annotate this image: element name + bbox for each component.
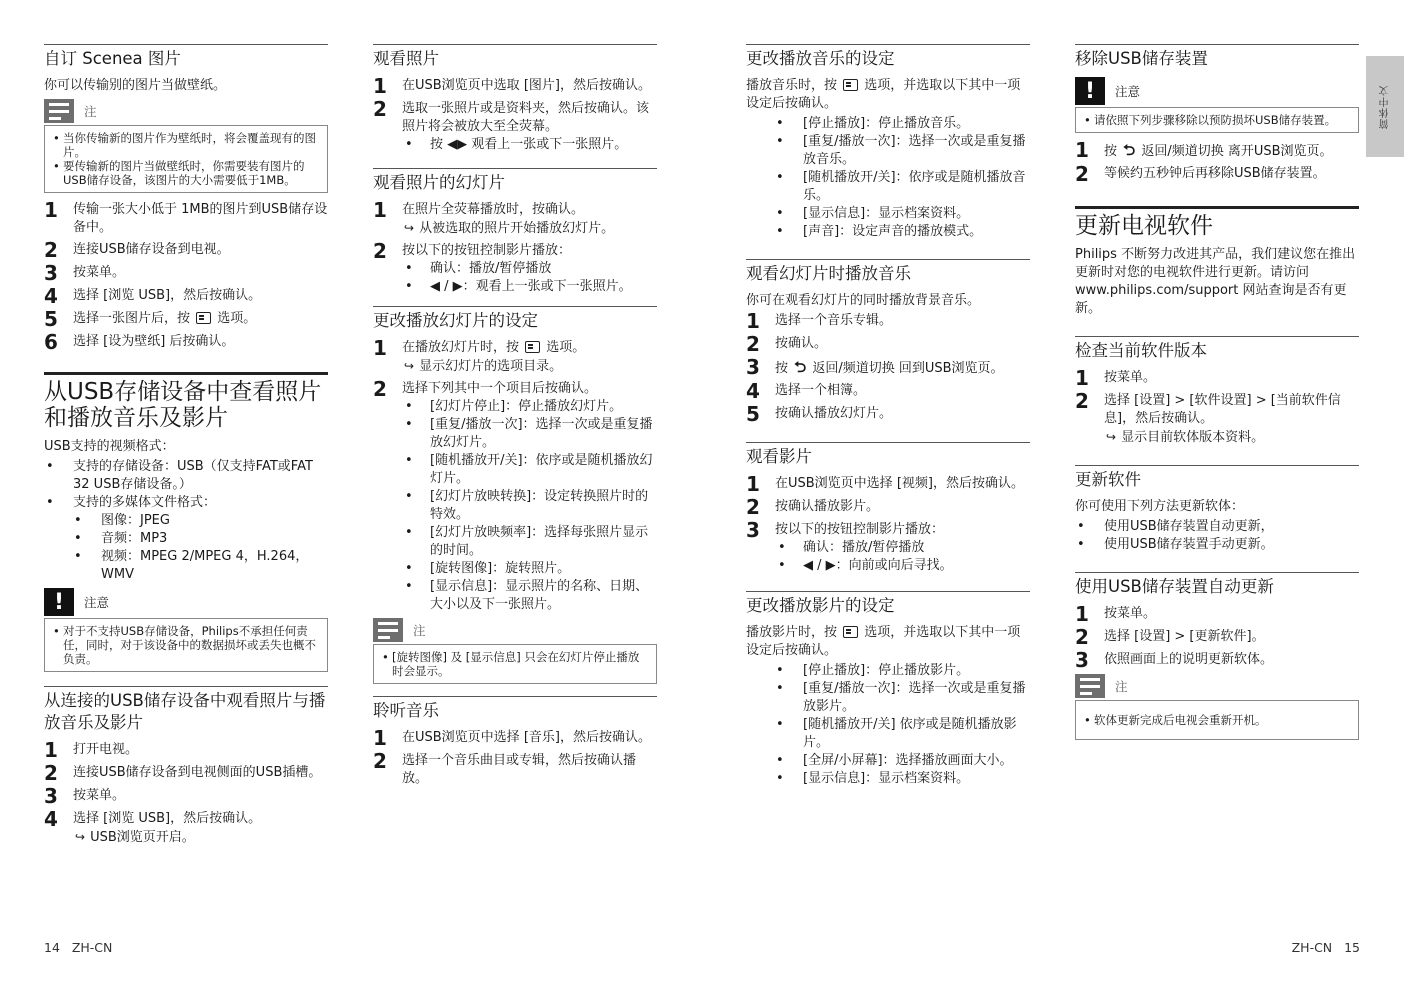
options-icon (843, 626, 858, 638)
note-item: • [旋转图像] 及 [显示信息] 只会在幻灯片停止播放时会显示。 (382, 650, 648, 678)
paragraph: Philips 不断努力改进其产品，我们建议您在推出更新时对您的电视软件进行更新。请访问 www.philips.com/support 网站查询是否有更新。 (1075, 247, 1356, 316)
bullet: • 使用USB储存装置自动更新， (1075, 518, 1359, 536)
step-text: 选择一个相簿。 (775, 383, 867, 398)
step-result: 显示目前软体版本资料。 (1121, 430, 1265, 445)
sub-bullet: • [停止播放]：停止播放音乐。 (746, 115, 1030, 133)
sub-bullet: • [幻灯片放映频率]：选择每张照片显示的时间。 (402, 524, 657, 560)
step: 1 按菜单。 (1075, 369, 1359, 388)
step-text-b: 返回/频道切换 离开USB浏览页。 (1141, 144, 1333, 159)
step-text: 按以下的按钮控制影片播放： (775, 522, 945, 537)
step: 1 按菜单。 (1075, 605, 1359, 624)
warning-icon: ! (1075, 77, 1105, 105)
sub-bullet: • [全屏/小屏幕]：选择播放画面大小。 (746, 752, 1030, 770)
step (44, 330, 328, 354)
section-title: 聆听音乐 (373, 696, 657, 722)
note-icon (1075, 674, 1105, 698)
note-icon (44, 99, 74, 123)
sub-bullet: • 确认：播放/暂停播放 (402, 260, 657, 278)
step: 1 在USB浏览页中选择 [音乐]，然后按确认。 (373, 729, 657, 748)
step-text: 等候约五秒钟后再移除USB储存装置。 (1104, 166, 1326, 181)
step-text-a: 按 (1104, 144, 1118, 159)
sub-bullet: • [显示信息]：显示档案资料。 (746, 770, 1030, 788)
step: 1 按 ⮌ 返回/频道切换 离开USB浏览页。 (1075, 138, 1333, 162)
step: 2 选择一个音乐曲目或专辑，然后按确认播放。 (373, 752, 657, 788)
step: 1 在USB浏览页中选择 [视频]，然后按确认。 (746, 475, 1030, 494)
text-b: 选项，并选取以下其中一项设定后按确认。 (746, 625, 1021, 658)
text-b: 选项，并选取以下其中一项设定后按确认。 (746, 78, 1021, 111)
step-text-a: 按 (775, 361, 789, 376)
paragraph: 你可以传输别的图片当做壁纸。 (44, 78, 227, 93)
paragraph (746, 77, 1030, 113)
note-item: • 要传输新的图片当做壁纸时，你需要装有图片的USB储存设备，该图片的大小需要低于1MB。 (53, 159, 319, 187)
sub-bullet: • 按 ◀▶ 观看上一张或下一张照片。 (402, 136, 657, 154)
step-text: 按确认播放幻灯片。 (775, 406, 893, 421)
step: 2 选取一张照片或是资料夹，然后按确认。该照片将会被放大至全荧幕。 • 按 ◀▶ 观看上一张或下一张照片。 (373, 100, 657, 154)
warning-icon: ! (44, 588, 74, 616)
step-text: 选择 [浏览 USB]，然后按确认。 (73, 811, 262, 826)
bullet: • 使用USB储存装置手动更新。 (1075, 536, 1359, 554)
step-text: 选择 [设置] > [软件设置] > [当前软件信息]，然后按确认。 (1104, 393, 1341, 426)
sub-bullet: • 视频：MPEG 2/MPEG 4，H.264，WMV (44, 548, 328, 584)
section-title: 使用USB储存装置自动更新 (1075, 572, 1359, 598)
sub-bullet: • [幻灯片停止]：停止播放幻灯片。 (402, 398, 657, 416)
section-title: 观看影片 (746, 442, 1030, 468)
step-text: 打开电视。 (73, 742, 139, 757)
section-title: 观看幻灯片时播放音乐 (746, 259, 1030, 285)
section-title: 更新软件 (1075, 465, 1359, 491)
result-arrow-icon: ↪ (404, 221, 415, 235)
step-text: 连接USB储存设备到电视。 (73, 242, 230, 257)
sub-bullet: • ◀ / ▶：观看上一张或下一张照片。 (402, 278, 657, 296)
step-text: 在照片全荧幕播放时，按确认。 (402, 202, 585, 217)
note-item: • 当你传输新的图片作为壁纸时，将会覆盖现有的图片。 (53, 131, 319, 159)
note-label: 注 (1115, 679, 1128, 694)
step: 5 按确认播放幻灯片。 (746, 405, 1030, 424)
note-box (373, 618, 657, 684)
sub-bullet: • [重复/播放一次]：选择一次或是重复播放幻灯片。 (402, 416, 657, 452)
step (44, 307, 328, 331)
warning-item: • 请依照下列步骤移除以预防损坏USB储存装置。 (1084, 113, 1350, 127)
step-text: 传输一张大小低于 1MB的图片到USB储存设备中。 (73, 202, 328, 235)
section-title: 更改播放影片的设定 (746, 591, 1030, 617)
step-text-a: 在播放幻灯片时，按 (402, 340, 520, 355)
section-title: 检查当前软件版本 (1075, 336, 1359, 362)
bullet: • 支持的多媒体文件格式： (44, 494, 328, 512)
paragraph: 你可在观看幻灯片的同时播放背景音乐。 (746, 293, 981, 308)
sub-bullet: • [随机播放开/关]：依序或是随机播放音乐。 (746, 169, 1030, 205)
step: 2 选择下列其中一个项目后按确认。 • [幻灯片停止]：停止播放幻灯片。 • [重复/播放一次]：选择一次或是重复播放幻灯片。 • [随机播放开/关]：依序或是随机播放幻灯片。 • [幻灯片放映转换]：设定转换照片时的特效。 • [幻灯片放映频率]：选择每张照片显示的时间。 • [旋转图像]：旋转照片。 • [显示信息]：显示照片的名称、日期、大小以及下一张照片。 (373, 380, 657, 614)
step (44, 238, 328, 262)
warning-box (1075, 77, 1359, 133)
sub-bullet: • [随机播放开/关] 依序或是随机播放影片。 (746, 716, 1030, 752)
sub-bullet: • [声音]：设定声音的播放模式。 (746, 223, 1030, 241)
paragraph: 你可使用下列方法更新软体： (1075, 499, 1245, 514)
page-lang: ZH-CN (71, 940, 113, 955)
step-number: 3 (44, 261, 58, 285)
step: 2 按以下的按钮控制影片播放： • 确认：播放/暂停播放 • ◀ / ▶：观看上一张或下一张照片。 (373, 242, 657, 296)
step-result: 显示幻灯片的选项目录。 (419, 359, 563, 374)
sub-bullet: • [停止播放]：停止播放影片。 (746, 662, 1030, 680)
column-2 (373, 44, 657, 792)
note-item: • 软体更新完成后电视会重新开机。 (1084, 713, 1350, 727)
paragraph (746, 624, 1030, 660)
section-title: 移除USB储存装置 (1075, 44, 1359, 70)
step-number: 2 (44, 761, 58, 785)
result-arrow-icon: ↪ (404, 359, 415, 373)
options-icon (196, 312, 211, 324)
text-a: 播放音乐时，按 (746, 78, 838, 93)
step (44, 738, 328, 762)
warning-box (44, 588, 328, 672)
section-title: 自订 Scenea 图片 (44, 44, 328, 70)
step: 1 选择一个音乐专辑。 (746, 312, 1030, 331)
bullet: • 支持的存储设备：USB（仅支持FAT或FAT 32 USB存储设备。） (44, 458, 328, 494)
note-label: 注 (413, 623, 426, 638)
paragraph: USB支持的视频格式： (44, 439, 175, 454)
step-number: 4 (44, 284, 58, 308)
step-result: USB浏览页开启。 (90, 830, 195, 845)
step: 3 依照画面上的说明更新软体。 (1075, 651, 1359, 670)
section-title: 从连接的USB储存设备中观看照片与播放音乐及影片 (44, 686, 328, 734)
step: 2 按确认。 (746, 335, 1030, 354)
column-4 (1075, 44, 1359, 748)
step-text: 依照画面上的说明更新软体。 (1104, 652, 1274, 667)
sub-bullet: • 图像：JPEG (44, 512, 328, 530)
column-1 (44, 44, 328, 851)
sub-bullet: • [随机播放开/关]：依序或是随机播放幻灯片。 (402, 452, 657, 488)
sub-bullet: • 确认：播放/暂停播放 (775, 539, 1030, 557)
step: 1 在播放幻灯片时，按 选项。 ↪ 显示幻灯片的选项目录。 (373, 336, 586, 374)
step: 2 选择 [设置] > [软件设置] > [当前软件信息]，然后按确认。 ↪ 显示目前软体版本资料。 (1075, 389, 1341, 445)
step-number: 6 (44, 330, 58, 354)
step-text: 按确认播放影片。 (775, 499, 880, 514)
step: 2 选择 [设置] > [更新软件]。 (1075, 628, 1359, 647)
chapter-title: 从USB存储设备中查看照片和播放音乐及影片 (44, 372, 328, 431)
footer-left (44, 940, 112, 955)
step-text: 选择一个音乐专辑。 (775, 313, 893, 328)
step-text-b: 返回/频道切换 回到USB浏览页。 (812, 361, 1004, 376)
section-title: 更改播放音乐的设定 (746, 44, 1030, 70)
note-label: 注 (84, 104, 97, 119)
step-text: 选择 [设置] > [更新软件]。 (1104, 629, 1265, 644)
step: 2 等候约五秒钟后再移除USB储存装置。 (1075, 165, 1359, 184)
page-lang: ZH-CN (1291, 940, 1333, 955)
note-box (1075, 674, 1359, 740)
step-text: 按以下的按钮控制影片播放： (402, 243, 572, 258)
step: 3 按以下的按钮控制影片播放： • 确认：播放/暂停播放 • ◀ / ▶：向前或向后寻找。 (746, 521, 1030, 575)
step: 2 按确认播放影片。 (746, 498, 1030, 517)
step-text: 按菜单。 (73, 265, 126, 280)
step-text: 按菜单。 (1104, 370, 1157, 385)
step-text: 选择 [设为壁纸] 后按确认。 (73, 334, 235, 349)
step-number: 1 (44, 198, 58, 222)
section-title: 观看照片的幻灯片 (373, 168, 657, 194)
step-number: 4 (44, 807, 58, 831)
step-text (73, 310, 328, 328)
result-arrow-icon: ↪ (75, 830, 86, 844)
back-icon: ⮌ (794, 358, 807, 376)
language-tab-label: 简体中文 (1379, 84, 1391, 129)
sub-bullet: • [显示信息]：显示档案资料。 (746, 205, 1030, 223)
warning-item: • 对于不支持USB存储设备，Philips不承担任何责任，同时，对于该设备中的数据损坏或丢失也概不负责。 (53, 624, 319, 666)
step-text: 在USB浏览页中选择 [音乐]，然后按确认。 (402, 730, 651, 745)
step: 1 在照片全荧幕播放时，按确认。 ↪ 从被选取的照片开始播放幻灯片。 (373, 198, 615, 236)
step-text: 选择下列其中一个项目后按确认。 (402, 381, 598, 396)
step: 4 选择一个相簿。 (746, 382, 1030, 401)
step-text: 在USB浏览页中选取 [图片]，然后按确认。 (402, 78, 651, 93)
page-number: 14 (44, 940, 60, 955)
note-box (44, 99, 328, 193)
step-number: 5 (44, 307, 58, 331)
page-number: 15 (1344, 940, 1360, 955)
warning-label: 注意 (84, 595, 110, 610)
step-number: 2 (44, 238, 58, 262)
step-result: 从被选取的照片开始播放幻灯片。 (419, 221, 615, 236)
column-3 (746, 44, 1030, 788)
options-icon (843, 79, 858, 91)
step (44, 198, 328, 237)
step (44, 807, 328, 847)
step-text: 选择 [浏览 USB]，然后按确认。 (73, 288, 262, 303)
step-text: 选择一个音乐曲目或专辑，然后按确认播放。 (402, 753, 637, 786)
sub-bullet: • [显示信息]：显示照片的名称、日期、大小以及下一张照片。 (402, 578, 657, 614)
footer-right (1292, 940, 1360, 955)
section-title: 更改播放幻灯片的设定 (373, 306, 657, 332)
section-title: 观看照片 (373, 44, 657, 70)
step-text: 按确认。 (775, 336, 828, 351)
sub-bullet: • [重复/播放一次]：选择一次或是重复播放音乐。 (746, 133, 1030, 169)
note-icon (373, 618, 403, 642)
step-text: 连接USB储存设备到电视侧面的USB插槽。 (73, 765, 322, 780)
step-text-b: 选项。 (546, 340, 586, 355)
sub-bullet: • [重复/播放一次]：选择一次或是重复播放影片。 (746, 680, 1030, 716)
step-text: 在USB浏览页中选择 [视频]，然后按确认。 (775, 476, 1024, 491)
sub-bullet: • [旋转图像]：旋转照片。 (402, 560, 657, 578)
step-number: 1 (44, 738, 58, 762)
step-text-b: 选项。 (217, 311, 257, 326)
step-text: 按菜单。 (73, 788, 126, 803)
chapter-title: 更新电视软件 (1075, 206, 1359, 239)
result-arrow-icon: ↪ (1106, 430, 1117, 444)
step (44, 261, 328, 285)
step: 3 按 ⮌ 返回/频道切换 回到USB浏览页。 (746, 355, 1004, 379)
sub-bullet: • ◀ / ▶：向前或向后寻找。 (775, 557, 1030, 575)
step (44, 284, 328, 308)
back-icon: ⮌ (1123, 141, 1136, 159)
step-text: 选取一张照片或是资料夹，然后按确认。该照片将会被放大至全荧幕。 (402, 101, 650, 134)
step-text: 按菜单。 (1104, 606, 1157, 621)
step-text-a: 选择一张图片后，按 (73, 311, 191, 326)
step (44, 761, 328, 785)
options-icon (525, 341, 540, 353)
text-a: 播放影片时，按 (746, 625, 838, 640)
step (44, 784, 328, 808)
step: 1 在USB浏览页中选取 [图片]，然后按确认。 (373, 77, 657, 96)
language-tab (1366, 56, 1404, 157)
sub-bullet: • [幻灯片放映转换]：设定转换照片时的特效。 (402, 488, 657, 524)
warning-label: 注意 (1115, 84, 1141, 99)
step-number: 3 (44, 784, 58, 808)
sub-bullet: • 音频：MP3 (44, 530, 328, 548)
